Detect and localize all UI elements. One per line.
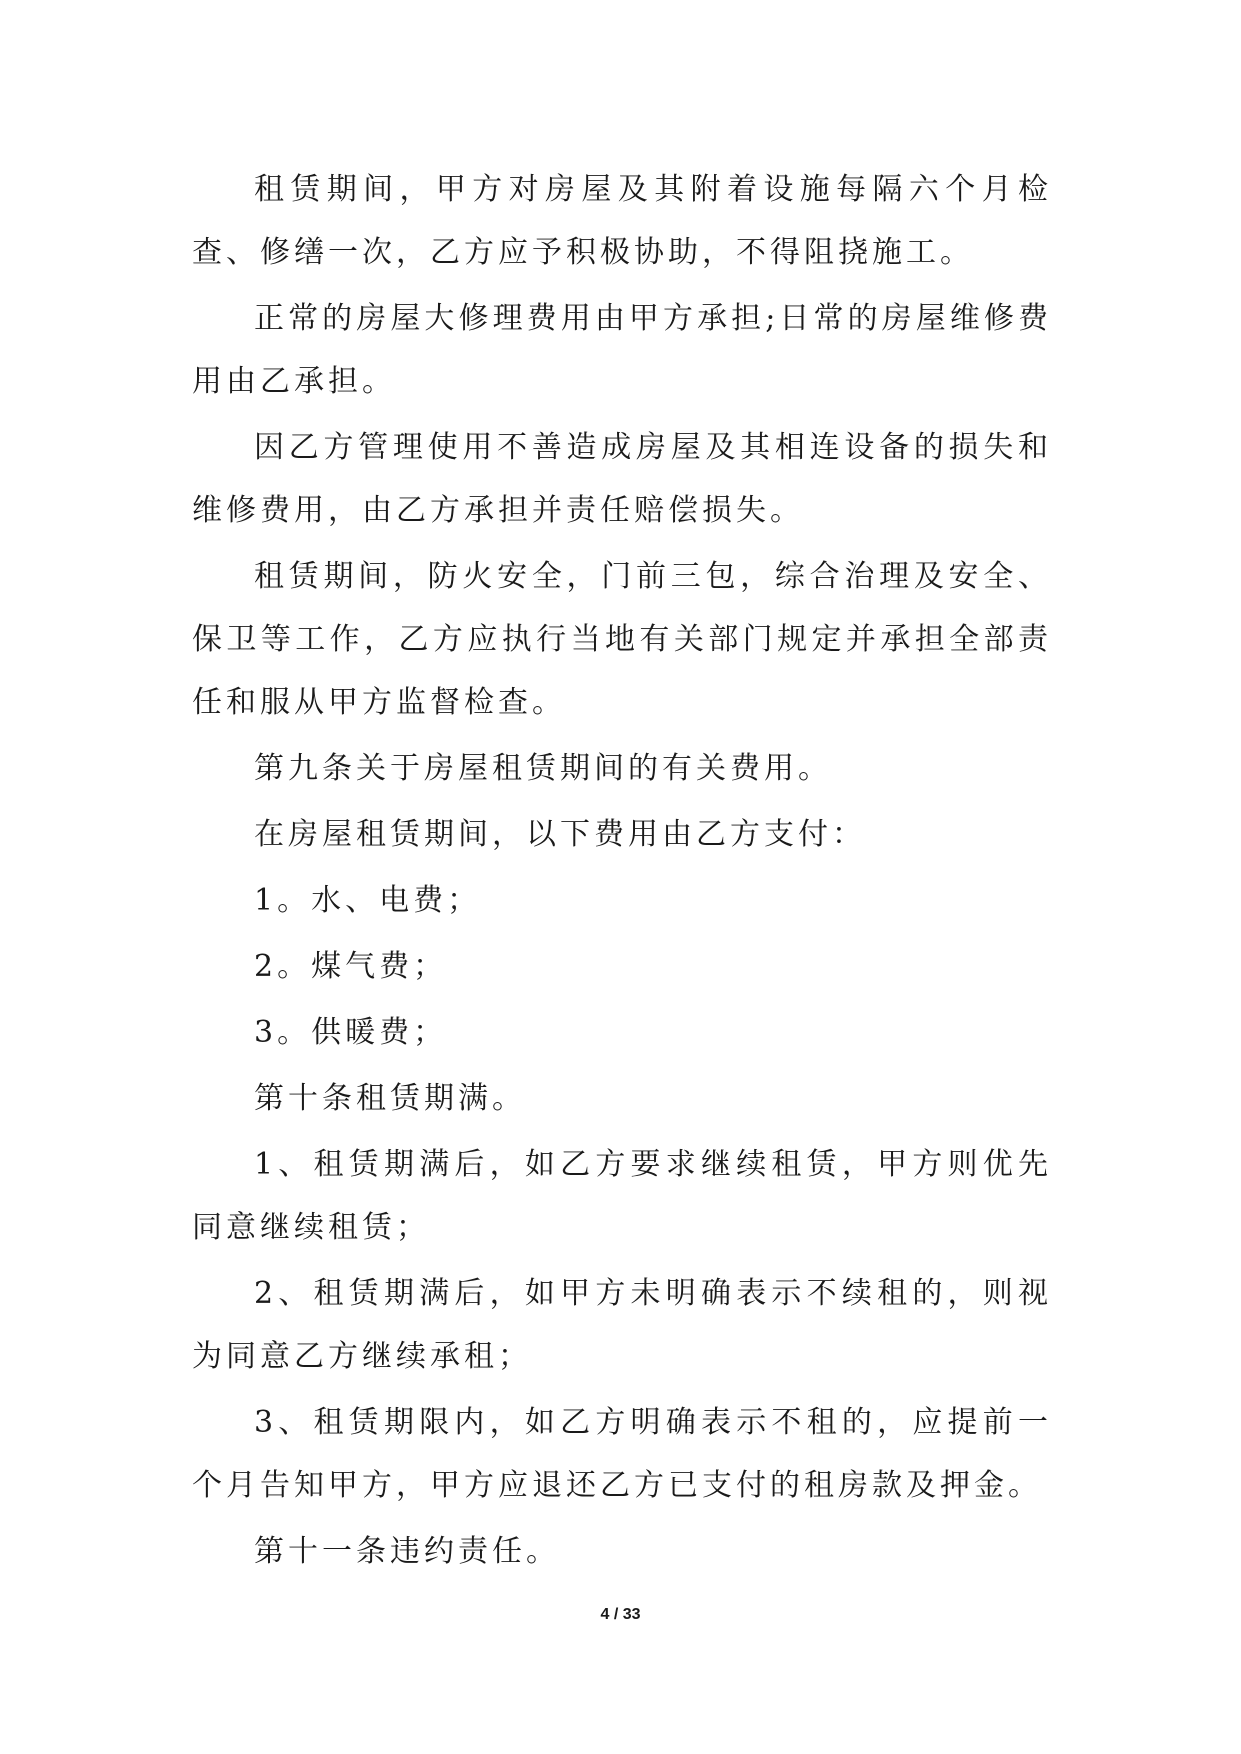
list-item: 2。煤气费；	[254, 949, 448, 984]
list-item: 2、租赁期满后，如甲方未明确表示不续租的，则视为同意乙方继续承租；	[192, 1276, 1052, 1374]
paragraph: 在房屋租赁期间，以下费用由乙方支付：	[254, 817, 866, 852]
list-item: 1、租赁期满后，如乙方要求继续租赁，甲方则优先同意继续租赁；	[192, 1147, 1052, 1245]
list-item: 1。水、电费；	[254, 883, 482, 918]
list-item: 3、租赁期限内，如乙方明确表示不租的，应提前一个月告知甲方，甲方应退还乙方已支付的租房款及押金。	[192, 1405, 1052, 1503]
article-heading: 第十一条违约责任。	[254, 1534, 560, 1569]
paragraph: 租赁期间，防火安全，门前三包，综合治理及安全、保卫等工作，乙方应执行当地有关部门规定并承担全部责任和服从甲方监督检查。	[192, 559, 1052, 720]
document-body	[192, 158, 1052, 1586]
article-heading: 第九条关于房屋租赁期间的有关费用。	[254, 751, 832, 786]
paragraph: 正常的房屋大修理费用由甲方承担;日常的房屋维修费用由乙承担。	[192, 301, 1052, 399]
paragraph: 租赁期间，甲方对房屋及其附着设施每隔六个月检查、修缮一次，乙方应予积极协助，不得阻挠施工。	[192, 172, 1052, 270]
article-heading: 第十条租赁期满。	[254, 1081, 526, 1116]
list-item: 3。供暖费；	[254, 1015, 448, 1050]
page-number: 4 / 33	[600, 1606, 641, 1623]
paragraph: 因乙方管理使用不善造成房屋及其相连设备的损失和维修费用，由乙方承担并责任赔偿损失。	[192, 430, 1052, 528]
